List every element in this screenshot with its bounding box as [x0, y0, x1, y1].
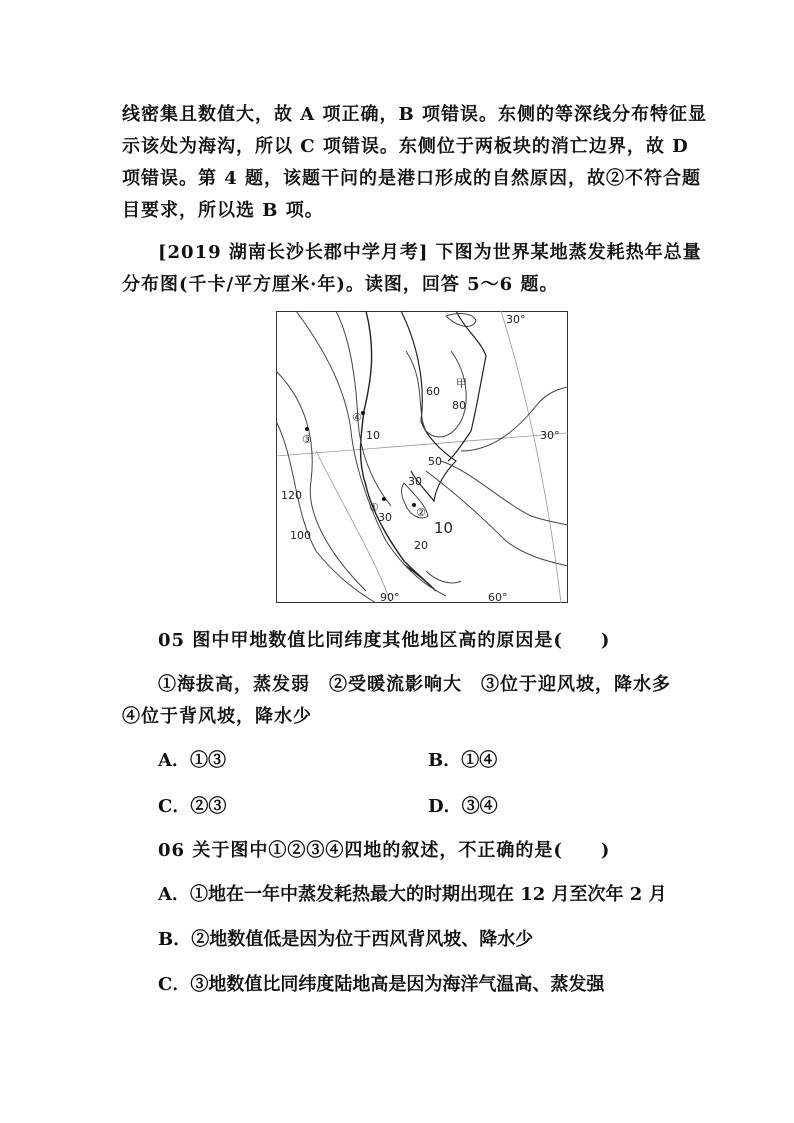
map-label: ①: [369, 501, 379, 514]
map-label: 10: [434, 519, 454, 537]
map-label: 甲: [456, 377, 467, 390]
option-c[interactable]: C．②③: [158, 796, 227, 817]
evaporation-heat-map: [276, 311, 568, 603]
map-label: 30°: [506, 313, 526, 326]
option-b[interactable]: B．①④: [428, 750, 498, 771]
intro-line: [2019 湖南长沙长郡中学月考] 下图为世界某地蒸发耗热年总量: [158, 242, 702, 263]
point-marker: [382, 497, 386, 501]
option-a[interactable]: A．①地在一年中蒸发耗热最大的时期出现在 12 月至次年 2 月: [158, 884, 667, 905]
map-label: 60: [426, 385, 440, 398]
statement-line: ④位于背风坡，降水少: [122, 706, 312, 727]
map-label: 120: [281, 489, 302, 502]
map-label: 30°: [540, 429, 560, 442]
option-a[interactable]: A．①③: [158, 750, 226, 771]
explanation-line: 示该处为海沟，所以 C 项错误。东侧位于两板块的消亡边界，故 D: [122, 136, 689, 157]
explanation-line: 项错误。第 4 题，该题干问的是港口形成的自然原因，故②不符合题: [122, 168, 702, 189]
question-stem: 06 关于图中①②③④四地的叙述，不正确的是( ): [158, 840, 611, 861]
map-label: 50: [428, 455, 442, 468]
map-label: 30: [378, 511, 392, 524]
explanation-line: 目要求，所以选 B 项。: [122, 200, 324, 221]
explanation-line: 线密集且数值大，故 A 项正确，B 项错误。东侧的等深线分布特征显: [122, 104, 707, 125]
map-label: 30: [408, 475, 422, 488]
map-label: ③: [302, 433, 312, 446]
statement-line: ①海拔高，蒸发弱 ②受暖流影响大 ③位于迎风坡，降水多: [158, 674, 671, 695]
point-marker: [305, 427, 309, 431]
option-d[interactable]: D．③④: [428, 796, 498, 817]
intro-line: 分布图(千卡/平方厘米·年)。读图，回答 5～6 题。: [122, 274, 559, 295]
map-label: 60°: [488, 591, 508, 603]
map-label: 100: [290, 529, 311, 542]
question-stem: 05 图中甲地数值比同纬度其他地区高的原因是( ): [158, 630, 611, 651]
map-label: ④: [352, 411, 362, 424]
map-label: 10: [366, 429, 380, 442]
map-label: 20: [414, 539, 428, 552]
contour-map-figure: [276, 311, 568, 603]
map-label: 80: [452, 399, 466, 412]
option-c[interactable]: C．③地数值比同纬度陆地高是因为海洋气温高、蒸发强: [158, 974, 605, 995]
option-b[interactable]: B．②地数值低是因为位于西风背风坡、降水少: [158, 929, 534, 950]
map-label: ②: [416, 506, 426, 519]
map-label: 90°: [380, 591, 400, 603]
